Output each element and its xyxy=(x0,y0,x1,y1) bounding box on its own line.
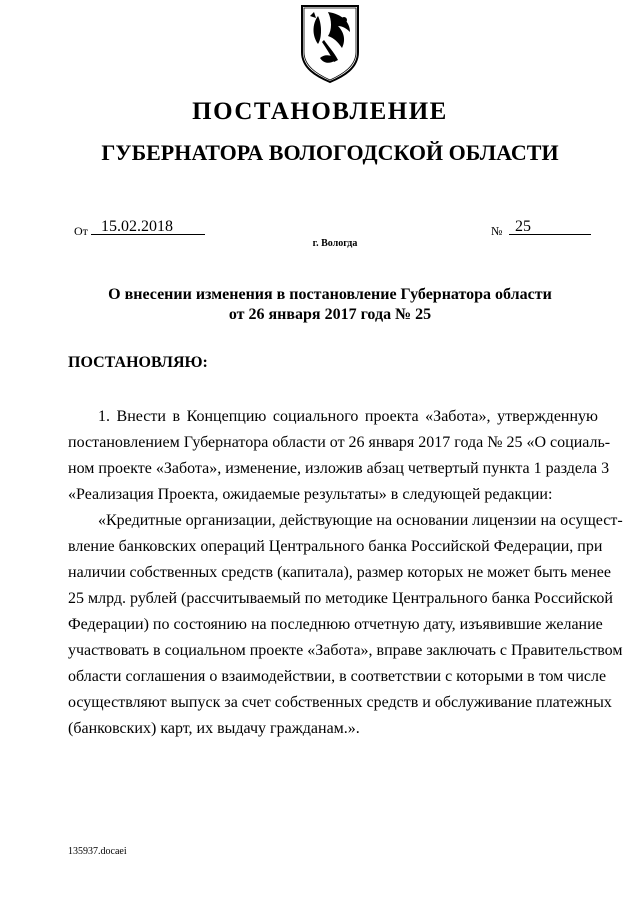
decree-heading: ПОСТАНОВЛЯЮ: xyxy=(68,354,208,371)
paragraph-1-line: 1. Внести в Концепцию социального проекта «Забота», утвержденную xyxy=(98,408,598,425)
paragraph-2-line: вление банковских операций Центрального банка Российской Федерации, при xyxy=(68,538,603,555)
paragraph-2-line: наличии собственных средств (капитала), размер которых не может быть менее xyxy=(68,564,611,581)
date-field: 15.02.2018 xyxy=(91,218,205,235)
subject-line-2: от 26 января 2017 года № 25 xyxy=(228,306,432,323)
issuer-title: ГУБЕРНАТОРА ВОЛОГОДСКОЙ ОБЛАСТИ xyxy=(101,140,559,165)
paragraph-1-line: ном проекте «Забота», изменение, изложив абзац четвертый пункта 1 раздела 3 xyxy=(68,460,610,477)
paragraph-1-line: постановлением Губернатора области от 26 января 2017 года № 25 «О социаль- xyxy=(68,434,611,451)
number-field: 25 xyxy=(509,218,591,235)
paragraph-2-line: Федерации) по состоянию на последнюю отчетную дату, изъявившие желание xyxy=(68,616,603,633)
city-label: г. Вологда xyxy=(312,238,358,249)
paragraph-1-line: «Реализация Проекта, ожидаемые результаты» в следующей редакции: xyxy=(68,486,553,503)
document-subject xyxy=(0,285,640,325)
vologda-coat-of-arms-icon xyxy=(298,2,362,84)
paragraph-2-line: 25 млрд. рублей (рассчитываемый по методике Центрального банка Российской xyxy=(68,590,613,607)
date-label: От xyxy=(74,224,88,238)
document-type-title: ПОСТАНОВЛЕНИЕ xyxy=(192,98,448,125)
paragraph-2-line: области соглашения о взаимодействии, в соответствии с которыми в том числе xyxy=(68,668,607,685)
paragraph-2-line: участвовать в социальном проекте «Забота», вправе заключать с Правительством xyxy=(68,642,623,659)
file-code: 135937.docaei xyxy=(68,846,127,857)
number-label: № xyxy=(491,224,503,238)
paragraph-2-line: осуществляют выпуск за счет собственных средств и обслуживание платежных xyxy=(68,694,612,711)
paragraph-2-line: (банковских) карт, их выдачу гражданам.». xyxy=(68,720,360,737)
paragraph-2-line: «Кредитные организации, действующие на основании лицензии на осущест- xyxy=(98,512,623,529)
subject-line-1: О внесении изменения в постановление Губернатора области xyxy=(108,286,552,303)
document-body xyxy=(68,404,623,742)
